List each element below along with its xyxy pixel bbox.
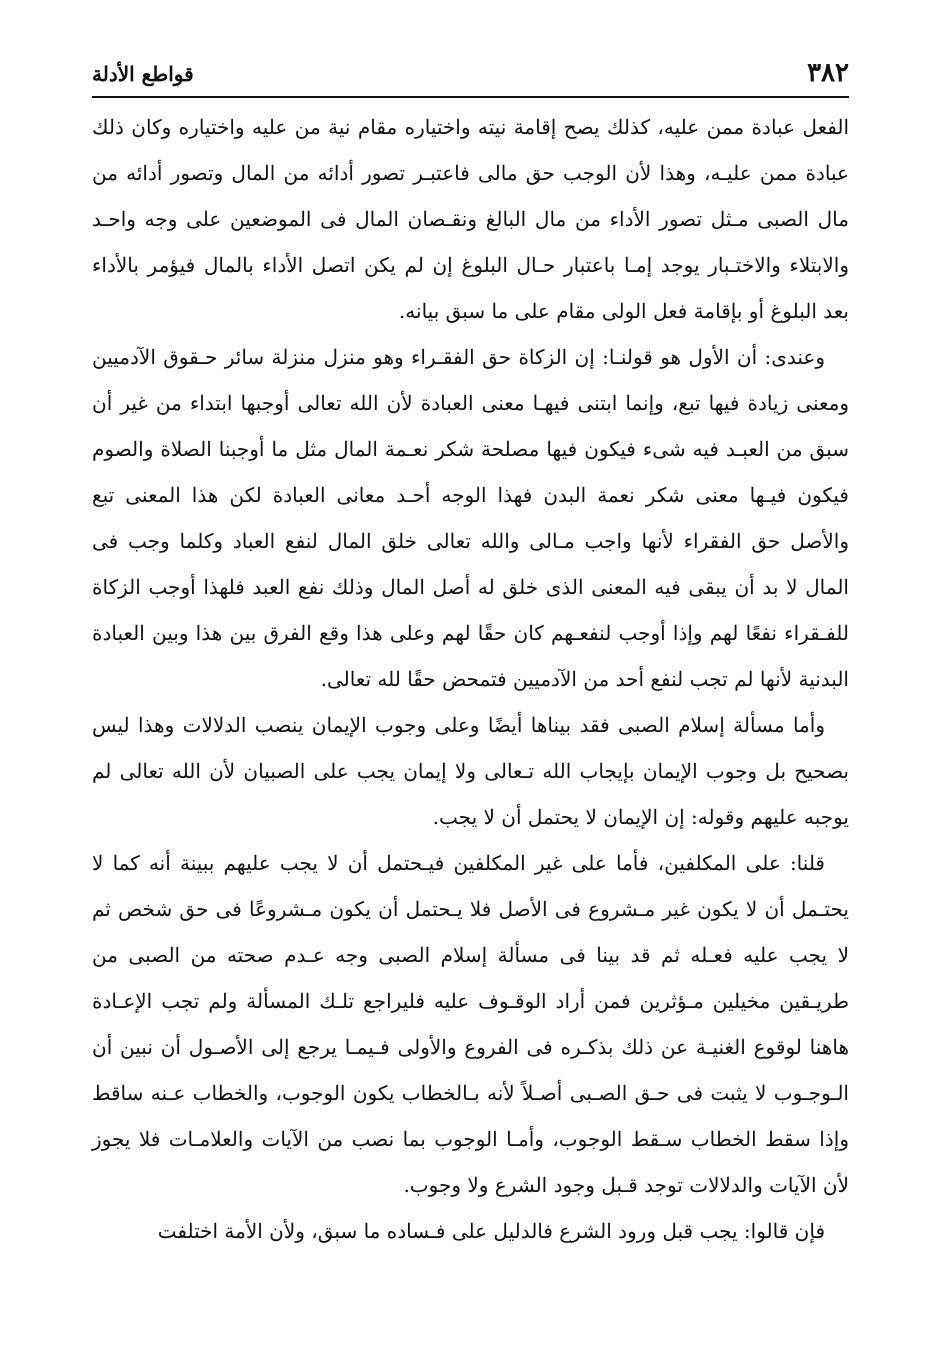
paragraph-4: قلنا: على المكلفين، فأما على غير المكلفين فيـحتمل أن لا يجب عليهم ببينة أنه كما لا يحتـمل أن لا يكون غير مـشروع فى الأصل فلا يـحتمل أن يكون مـشروعًا فى حق شخص ثم لا يجب عليه فعـله ثم قد بينا فى مسألة إسلام الصبى وجه عـدم صحته من الصبى من طريـقين مخيلين مـؤثرين فمن أراد الوقـوف عليه فليراجع تلـك المسألة ولم تجب الإعـادة هاهنا لوقوع الغنيـة عن ذلك بذكـره فى الفروع والأولى فـيمـا يرجع إلى الأصـول أن نبين أن الـوجـوب لا يثبت فى حـق الصـبى أصـلاً لأنه بـالخطاب يكون الوجوب، والخطاب عـنه ساقط وإذا سقط الخطاب سـقط الوجوب، وأمـا الوجوب بما نصب من الآيات والعلامـات فلا يجوز لأن الآيات والدلالات توجد قـبل وجود الشرع ولا وجوب. — [92, 851, 849, 1197]
paragraph-1: الفعل عبادة ممن عليه، كذلك يصح إقامة نيته واختياره مقام نية من عليه واختياره وكان ذلك عبادة ممن عليـه، وهذا لأن الوجب حق مالى فاعتبـر تصور أدائه من المال وتصور أدائه من مال الصبى مـثل تصور الأداء من مال البالغ ونقـصان المال فى الموضعين على وجه واحـد والابتلاء والاختـبار يوجد إمـا باعتبار حـال البلوغ إن لم يكن اتصل الأداء بالمال فيؤمر بالأداء بعد البلوغ أو بإقامة فعل الولى مقام على ما سبق بيانه. — [92, 115, 849, 323]
paragraph-3: وأما مسألة إسلام الصبى فقد بيناها أيضًا وعلى وجوب الإيمان ينصب الدلالات وهذا ليس بصحيح بل وجوب الإيمان بإيجاب الله تـعالى ولا إيمان يجب على الصبيان لأن الله تعالى لم يوجبه عليهم وقوله: إن الإيمان لا يحتمل أن لا يجب. — [92, 713, 849, 829]
paragraph-2: وعندى: أن الأول هو قولنـا: إن الزكاة حق الفقـراء وهو منزل منزلة سائر حـقوق الآدميين ومعنى زيادة فيها تبع، وإنما ابتنى فيهـا معنى العبادة لأن الله تعالى أوجبها ابتداء من غير أن سبق من العبـد فيه شىء فيكون فيها مصلحة شكر نعـمة المال مثل ما أوجبنا الصلاة والصوم فيكون فيـها معنى شكر نعمة البدن فهذا الوجه أحـد معانى العبادة لكن هذا المعنى تبع والأصل حق الفقراء لأنها واجب مـالى والله تعالى خلق المال لنفع العباد وكلما وجب فى المال لا بد أن يبقى فيه المعنى الذى خلق له أصل المال وذلك نفع العبد فلهذا أوجب الزكاة للفـقراء نفعًا لهم وإذا أوجب لنفعـهم كان حقًا لهم وعلى هذا وقع الفرق بين هذا وبين العبادة البدنية لأنها لم تجب لنفع أحد من الآدميين فتمحض حقًا لله تعالى. — [92, 345, 849, 691]
page-header — [92, 54, 849, 98]
page-body — [92, 104, 849, 1254]
paragraph-5: فإن قالوا: يجب قبل ورود الشرع فالدليل على فـساده ما سبق، ولأن الأمة اختلفت — [157, 1219, 825, 1243]
book-title: قواطع الأدلة — [92, 62, 194, 86]
page-number: ٣٨٢ — [807, 58, 849, 88]
